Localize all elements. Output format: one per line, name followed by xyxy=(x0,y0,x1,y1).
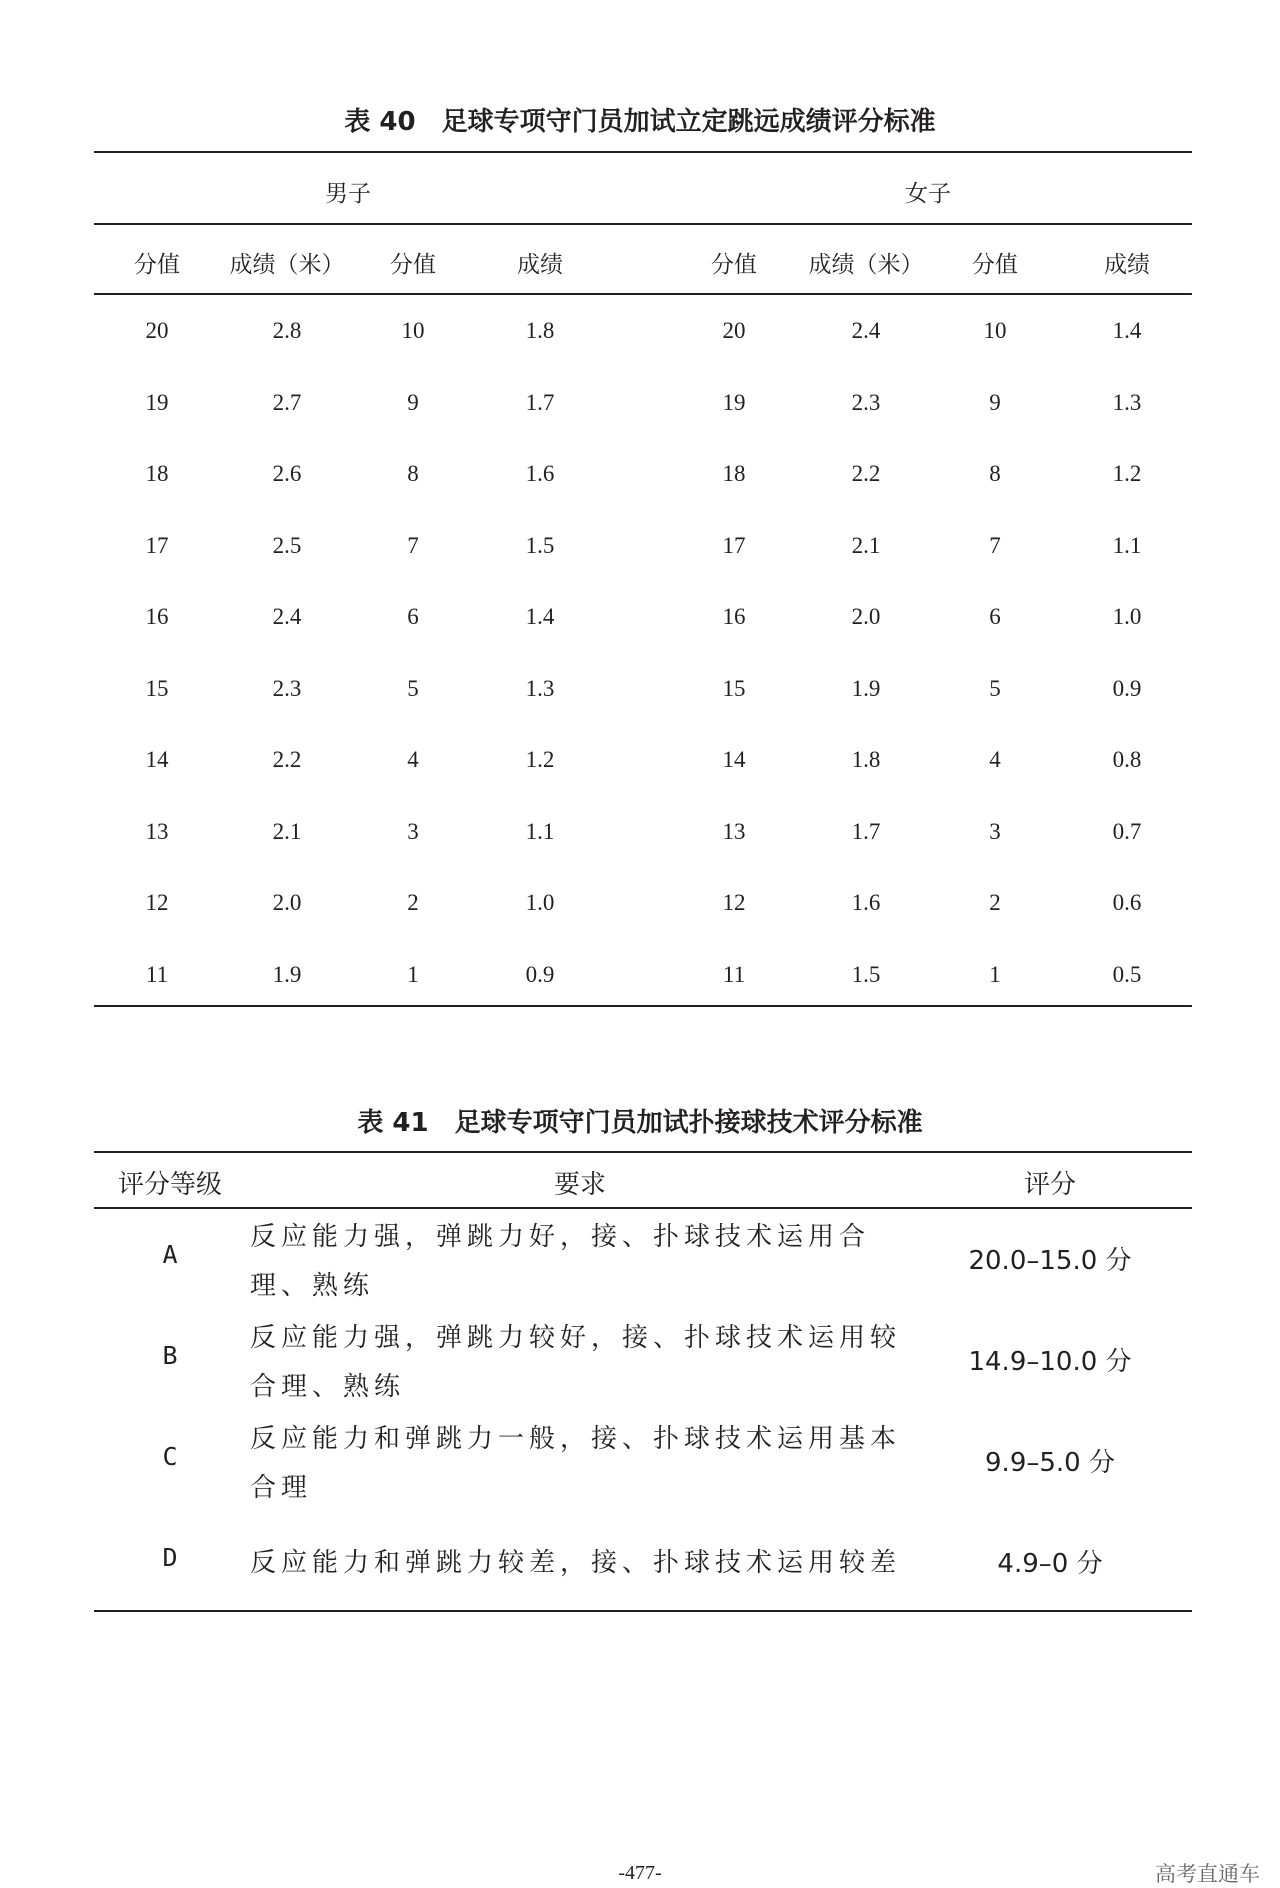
table40-cell: 2.0 xyxy=(272,890,302,915)
table40-cell: 5 xyxy=(989,675,1001,701)
table40-cell: 15 xyxy=(145,675,169,701)
table40-cell: 19 xyxy=(722,389,746,415)
table40-cell: 0.6 xyxy=(1112,890,1142,915)
table41-caption: 足球专项守门员加试扑接球技术评分标准 xyxy=(454,1108,923,1138)
score-cell: 20.0–15.0 分 xyxy=(968,1246,1132,1276)
table41-col-requirement: 要求 xyxy=(553,1170,607,1200)
table40-cell: 1.4 xyxy=(1112,318,1142,343)
table40-cell: 2.3 xyxy=(851,389,881,415)
table40-title xyxy=(0,101,1280,138)
table40-cell: 1 xyxy=(989,961,1001,987)
grade-cell: D xyxy=(162,1543,178,1572)
table40-cell: 1.9 xyxy=(272,961,302,987)
table40-cell: 2.2 xyxy=(272,747,302,772)
table40-cell: 1.0 xyxy=(1112,604,1142,629)
table40-cell: 0.8 xyxy=(1112,747,1142,772)
table40-cell: 15 xyxy=(722,675,746,701)
table40-cell: 18 xyxy=(145,461,169,486)
table40-cell: 1.2 xyxy=(1112,461,1142,486)
table40-cell: 1.3 xyxy=(1112,389,1142,415)
score-cell: 9.9–5.0 分 xyxy=(985,1448,1115,1478)
col-header-result-m: 成绩（米） xyxy=(229,252,345,278)
col-header-score: 分值 xyxy=(390,252,436,278)
table40-cell: 8 xyxy=(989,461,1001,486)
table40-cell: 11 xyxy=(722,961,746,987)
table40-caption: 足球专项守门员加试立定跳远成绩评分标准 xyxy=(441,107,936,137)
table40-cell: 14 xyxy=(722,747,746,772)
table40-cell: 2.2 xyxy=(851,461,881,486)
table40-cell: 1.7 xyxy=(851,818,881,844)
table40-cell: 13 xyxy=(145,818,169,844)
table40-cell: 2.8 xyxy=(272,318,302,343)
table40-cell: 1.1 xyxy=(1112,532,1142,558)
table40-cell: 0.9 xyxy=(525,961,555,987)
table41-col-grade: 评分等级 xyxy=(117,1170,223,1200)
table40-group-female: 女子 xyxy=(905,181,951,207)
table40-cell: 2.4 xyxy=(851,318,881,343)
table40-cell: 19 xyxy=(145,389,169,415)
grade-cell: B xyxy=(162,1341,178,1370)
table40-cell: 2.3 xyxy=(272,675,302,701)
table41-title xyxy=(0,1102,1280,1139)
col-header-result: 成绩 xyxy=(1104,252,1150,278)
table40-cell: 9 xyxy=(407,389,419,415)
table40-header-rule xyxy=(94,293,1192,295)
table40-cell: 11 xyxy=(145,961,169,987)
table40-cell: 20 xyxy=(722,318,746,343)
table40-cell: 1.0 xyxy=(525,890,555,915)
col-header-score: 分值 xyxy=(711,252,757,278)
table40-top-rule xyxy=(94,151,1192,153)
requirement-cell: 反应能力强，弹跳力较好，接、扑球技术运用较合理、熟练 xyxy=(250,1323,902,1402)
table40-cell: 0.5 xyxy=(1112,961,1142,987)
table40-cell: 1.7 xyxy=(525,389,555,415)
table40-cell: 1.2 xyxy=(525,747,555,772)
table40-cell: 0.9 xyxy=(1112,675,1142,701)
table40-cell: 6 xyxy=(989,604,1001,629)
table41-header-rule xyxy=(94,1207,1192,1209)
table41-col-score: 评分 xyxy=(1023,1170,1077,1200)
table40-cell: 1.6 xyxy=(851,890,881,915)
col-header-result: 成绩 xyxy=(517,252,563,278)
table40-cell: 12 xyxy=(722,890,746,915)
col-header-score: 分值 xyxy=(134,252,180,278)
table40-cell: 17 xyxy=(722,532,746,558)
table40-group-male: 男子 xyxy=(325,181,371,207)
table40-cell: 16 xyxy=(722,604,746,629)
table40-cell: 2.6 xyxy=(272,461,302,486)
table40-cell: 1.9 xyxy=(851,675,881,701)
table40-cell: 1 xyxy=(407,961,419,987)
table40-cell: 1.8 xyxy=(851,747,881,772)
requirement-cell: 反应能力和弹跳力一般，接、扑球技术运用基本合理 xyxy=(250,1424,902,1503)
table40-cell: 1.5 xyxy=(851,961,881,987)
score-cell: 4.9–0 分 xyxy=(997,1549,1103,1579)
table40-cell: 13 xyxy=(722,818,746,844)
col-header-score: 分值 xyxy=(972,252,1018,278)
table40-cell: 20 xyxy=(145,318,169,343)
table40-cell: 12 xyxy=(145,890,169,915)
requirement-cell: 反应能力和弹跳力较差，接、扑球技术运用较差 xyxy=(250,1548,902,1578)
table40-cell: 1.8 xyxy=(525,318,555,343)
score-cell: 14.9–10.0 分 xyxy=(968,1347,1132,1377)
table40-cell: 7 xyxy=(989,532,1001,558)
table40-cell: 9 xyxy=(989,389,1001,415)
table40-cell: 1.4 xyxy=(525,604,555,629)
table40-cell: 3 xyxy=(989,818,1001,844)
table40-cell: 14 xyxy=(145,747,169,772)
table40-cell: 2.1 xyxy=(851,532,881,558)
table40-cell: 1.6 xyxy=(525,461,555,486)
table40-cell: 3 xyxy=(407,818,419,844)
table41-number: 表 41 xyxy=(357,1108,429,1138)
table40-cell: 2.0 xyxy=(851,604,881,629)
table40-cell: 2.4 xyxy=(272,604,302,629)
table41-bottom-rule xyxy=(94,1610,1192,1612)
table40-cell: 4 xyxy=(989,747,1001,772)
page-number: -477- xyxy=(618,1862,662,1884)
grade-cell: A xyxy=(162,1240,178,1269)
table40-cell: 16 xyxy=(145,604,169,629)
table40-group-rule xyxy=(94,223,1192,225)
table40-cell: 1.3 xyxy=(525,675,555,701)
table40-cell: 2.5 xyxy=(272,532,302,558)
table40-cell: 10 xyxy=(983,318,1007,343)
table40-cell: 2 xyxy=(407,890,419,915)
grade-cell: C xyxy=(162,1442,178,1471)
table40-cell: 7 xyxy=(407,532,419,558)
table40-number: 表 40 xyxy=(344,107,416,137)
table40-cell: 1.5 xyxy=(525,532,555,558)
requirement-cell: 反应能力强，弹跳力好，接、扑球技术运用合理、熟练 xyxy=(250,1222,871,1301)
table40-cell: 0.7 xyxy=(1112,818,1142,844)
table41-top-rule xyxy=(94,1151,1192,1153)
table40-cell: 2.1 xyxy=(272,818,302,844)
table40-cell: 2.7 xyxy=(272,389,302,415)
table40-cell: 8 xyxy=(407,461,419,486)
table40-cell: 10 xyxy=(401,318,425,343)
table40-bottom-rule xyxy=(94,1005,1192,1007)
table40-cell: 17 xyxy=(145,532,169,558)
col-header-result-m: 成绩（米） xyxy=(808,252,924,278)
watermark: 高考直通车 xyxy=(1155,1862,1260,1886)
table40-cell: 5 xyxy=(407,675,419,701)
table40-cell: 6 xyxy=(407,604,419,629)
table40-cell: 18 xyxy=(722,461,746,486)
table40-cell: 2 xyxy=(989,890,1001,915)
table40-cell: 1.1 xyxy=(525,818,555,844)
table40-cell: 4 xyxy=(407,747,419,772)
